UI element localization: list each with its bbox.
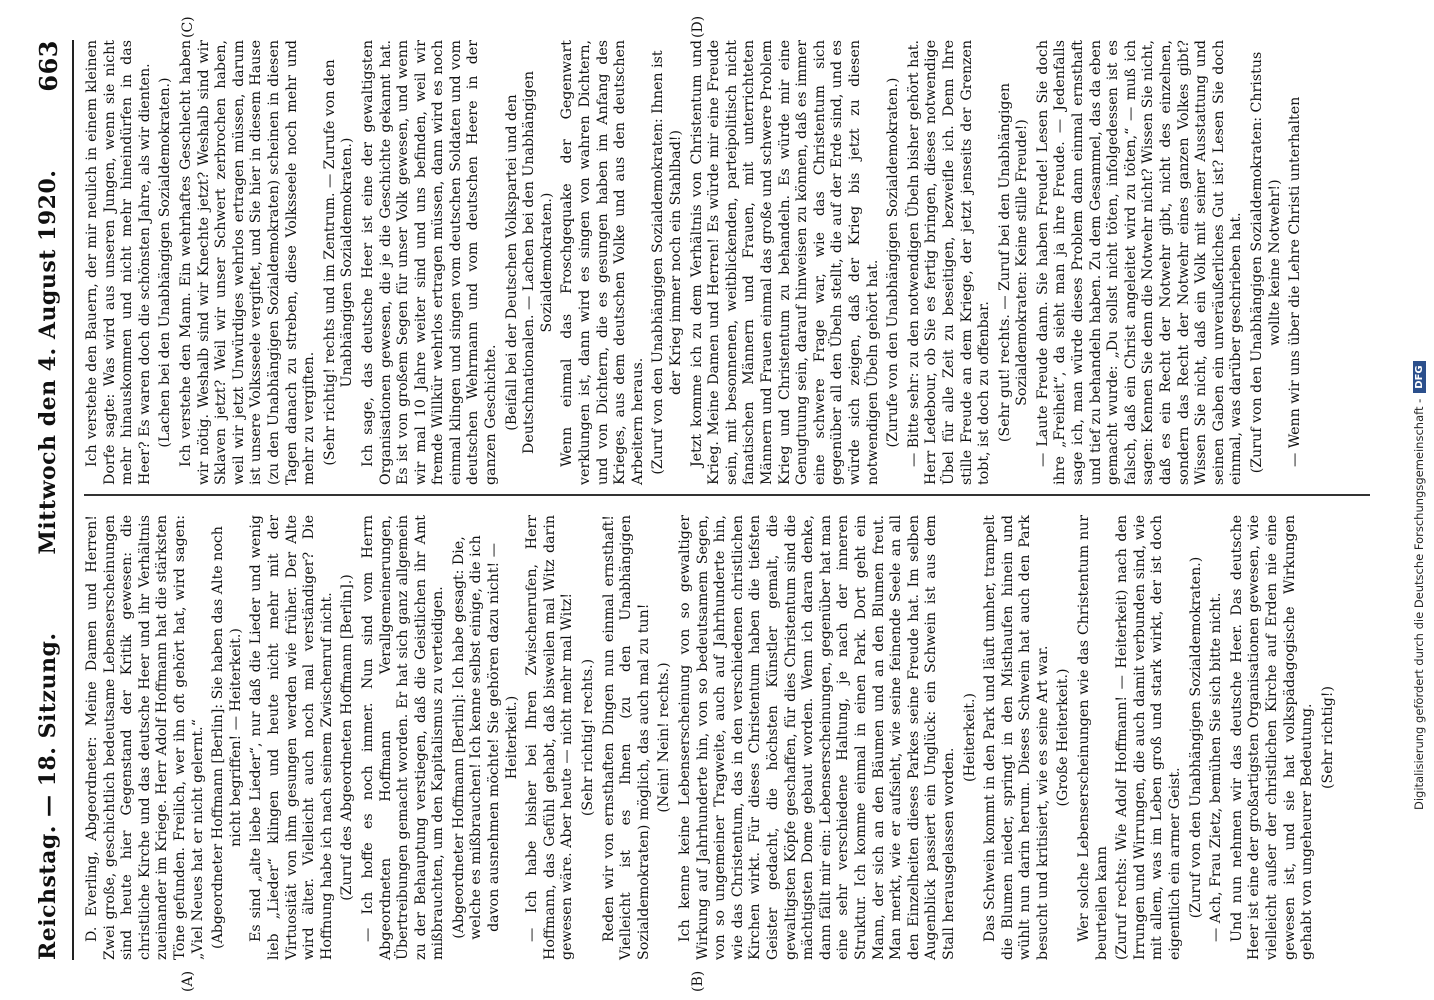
funding-text: Digitalisierung gefördert durch die Deutsche Forschungsgemeinschaft - (1412, 398, 1426, 810)
margin-marker-d: (D) (690, 15, 706, 38)
interjection: (Abgeordneter Hoffmann [Berlin]: Sie haben das Alte noch nicht begriffen! — Heiterkeit.) (210, 526, 244, 949)
page-number: 663 (33, 40, 63, 92)
interjection: (Sehr richtig! rechts.) (580, 658, 597, 817)
interjection: (Sehr richtig!) (1319, 685, 1336, 790)
paragraph: Ich sage, das deutsche Heer ist eine der gewaltigsten Organisationen gewesen, die je die Geschichte gekannt hat. Es ist von großem Segen für unser Volk gewesen, und wenn wir mal 10 Jahre weiter sind und uns befinden, weil wir fremde Willkür wehrlos ertragen müssen, dann wird es noch einmal klingen und singen vom deutschen Soldaten und vom deutschen Wehrmann und vom deutschen Heere in der ganzen Geschichte. (359, 40, 500, 485)
margin-marker-a: (A) (180, 970, 196, 992)
paragraph: Ich verstehe den Mann. Ein wehrhaftes Geschlecht haben wir nötig. Weshalb sind wir Knechte jetzt? Weshalb sind wir Sklaven jetzt? Weil wir unser Schwert zerbrochen haben, weil wir jetzt Unwürdiges wehrlos ertragen müssen, darum ist unsere Volksseele vergiftet, und Sie hier in diesem Hause (zu den Unabhängigen Sozialdemokraten) scheinen in diesen Tagen danach zu streben, diese Volksseele noch mehr und mehr zu vergiften. (177, 40, 318, 485)
dfg-logo: DFG (1413, 361, 1426, 392)
header-left: Reichstag. — 18. Sitzung. (35, 632, 61, 960)
right-column (84, 40, 1370, 485)
funding-sidebar (1404, 0, 1434, 1000)
paragraph: — Laute Freude dann. Sie haben Freude! Lesen Sie doch ihre „Freiheit“, da sieht man ja ihre Freude. — Jedenfalls sage ich, man würde dieses Problem dann einmal ernsthaft und tief zu behandeln haben. Zu dem Gesammel, das da eben gemacht wurde: „Du sollst nicht töten, infolgedessen ist es falsch, daß ein Christ angeleitet wird zu töten,“ — muß ich sagen: Kennen Sie denn die Notwehr nicht? Wissen Sie nicht, daß es ein Recht der Notwehr gibt, nicht des einzelnen, sondern das Recht der Notwehr eines ganzen Volkes gibt? Wissen Sie nicht, daß ein Volk mit seiner Ausstattung und seinen Gaben ein unveräußerliches Gut ist? Lesen Sie doch einmal, was darüber geschrieben hat. (1034, 40, 1245, 485)
page-header (28, 40, 68, 960)
interjection: (Zurufe von den Unabhängigen Sozialdemokraten.) (885, 77, 902, 448)
interjection: (Sehr richtig! rechts und im Zentrum. — Zurufe von den Unabhängigen Sozialdemokraten.) (321, 59, 356, 466)
interjection: (Große Heiterkeit.) (1055, 668, 1072, 807)
column-divider (84, 495, 1370, 497)
interjection: (Lachen bei den Unabhängigen Sozialdemokraten.) (157, 77, 174, 448)
paragraph: Ich kenne keine Lebenserscheinung von so gewaltiger Wirkung auf Jahrhunderte hin, von so bedeutsamem Segen, von so ungemeiner Tragweite, auch auf Jahrhunderte hin, wie das Christentum, das in den verschiedenen christlichen Kirchen wirkt. Für dieses Christentum haben die tiefsten Geister gedacht, die höchsten Künstler gemalt, die gewaltigsten Köpfe geschaffen, für dies Christentum sind die mächtigsten Dome gebaut worden. Wenn ich daran denke, dann fällt mir ein: Lebenserscheinungen, gegenüber hat man eine sehr verschiedene Haltung, je nach der inneren Struktur. Ich komme einmal in einen Park. Dort geht ein Mann, der sich an den Bäumen und an den Blumen freut. Man merkt, wie er aufsieht, wie seine feinende Seele an all den Einzelheiten dieses Parkes seine Freude hat. Im selben Augenblick passiert ein Unglück: ein Schwein ist aus dem Stall herausgelassen worden. (677, 515, 957, 960)
interjection: (Nein! Nein! rechts.) (656, 662, 673, 813)
columns (84, 40, 1370, 960)
interjection: (Zuruf von den Unabhängigen Sozialdemokraten: Christus wollte keine Notwehr!) (1249, 51, 1283, 474)
paragraph: — Ach, Frau Zietz, bemühen Sie sich bitte nicht. (1208, 592, 1225, 942)
interjection: (Zuruf von den Unabhängigen Sozialdemokraten.) (1187, 556, 1204, 919)
paragraph: (Zuruf rechts: Wie Adolf Hoffmann! — Heiterkeit) nach den Irrungen und Wirrungen, die auch damit verbunden sind, wie mit allem, was im Leben groß und stark wirkt, der ist doch eigentlich ein armer Geist. (1114, 515, 1184, 960)
funding-note (1404, 0, 1434, 1000)
paragraph: — Wenn wir uns über die Lehre Christi unterhalten (1287, 96, 1304, 467)
paragraph: Reden wir von ernsthaften Dingen nun einmal ernsthaft! Vielleicht ist es Ihnen (zu den Unabhängigen Sozialdemokraten) möglich, das auch mal zu tun! (600, 515, 652, 960)
left-column (84, 515, 1370, 960)
margin-marker-b: (B) (690, 970, 706, 992)
paragraph: Ich verstehe den Bauern, der mir neulich in einem kleinen Dorfe sagte: Was wird aus unseren Jungen, wenn sie nicht mehr hinauskommen und nicht mehr hineindürfen in das Heer? Es waren doch die schönsten Jahre, als wir dienten. (84, 40, 153, 485)
interjection: (Sehr gut! rechts. — Zuruf bei den Unabhängigen Sozialdemokraten: Keine stille Freude!) (996, 82, 1031, 443)
header-center: Mittwoch den 4. August 1920. (35, 169, 61, 555)
paragraph: Und nun nehmen wir das deutsche Heer. Das deutsche Heer ist eine der großartigsten Organisationen gewesen, wie vielleicht außer der christlichen Kirche auf Erden nie eine gewesen ist, und sie hat volkspädagogische Wirkungen gehabt von ungeheurer Bedeutung. (1228, 515, 1316, 960)
paragraph: Das Schwein kommt in den Park und läuft umher, trampelt die Blumen nieder, springt in den Misthaufen hinein und wühlt nun darin herum. Dieses Schwein hat auch den Park besucht und kritisiert, wie es seine Art war. (982, 515, 1051, 960)
paragraph: Wer solche Lebenserscheinungen wie das Christentum nur beurteilen kann (1076, 515, 1110, 960)
interjection: (Zuruf des Abgeordneten Hoffmann [Berlin].) (339, 574, 356, 901)
header-rule (72, 40, 74, 960)
paragraph: Es sind „alte liebe Lieder“, nur daß die Lieder und wenig lieb „Lieder“ klingen und heute nicht mehr mit der Virtuosität von ihm gesungen werden wie früher. Der Alte wird älter. Vielleicht auch noch mal verständiger? Die Hoffnung habe ich nach seinem Zwischenruf nicht. (248, 515, 335, 960)
interjection: (Abgeordneter Hoffmann [Berlin]: Ich habe gesagt: Die, welche es mißbrauchen! Ich kenne selbst einige, die ich davon ausnehmen möchte! Sie gehören dazu nicht! — Heiterkeit.) (450, 535, 520, 940)
paragraph: D. Everling, Abgeordneter: Meine Damen und Herren! Zwei große, geschichtlich bedeutsame Lebenserscheinungen sind heute hier Gegenstand der Kritik gewesen: die christliche Kirche und das deutsche Heer und ihr Verhältnis zueinander im Kriege. Herr Adolf Hoffmann hat die stärksten Töne gefunden. Freilich, wer ihn oft gehört hat, wird sagen: „Viel Neues hat er nicht gelernt.“ (84, 515, 206, 960)
interjection: (Zuruf von den Unabhängigen Sozialdemokraten: Ihnen ist der Krieg immer noch ein Stahlbad!) (650, 50, 684, 475)
interjection: (Beifall bei der Deutschen Volkspartei und den Deutschnationalen. — Lachen bei den Unabhängigen Sozialdemokraten.) (503, 71, 555, 454)
paragraph: Wenn einmal das Froschgequake der Gegenwart verklungen ist, dann wird es singen von wahren Dichtern, und von Dichtern, die es gesungen haben im Anfang des Krieges, aus dem deutschen Volke und aus den deutschen Arbeitern heraus. (559, 40, 646, 485)
paragraph: Jetzt komme ich zu dem Verhältnis von Christentum und Krieg. Meine Damen und Herren! Es würde mir eine Freude sein, mit besonnenen, weitblickenden, parteipolitisch nicht fanatischen Männern und Frauen, mit unterrichteten Männern und Frauen einmal das große und schwere Problem Krieg und Christentum zu behandeln. Es würde mir eine Genugtuung sein, darauf hinweisen zu können, daß es immer eine schwere Frage war, wie das Christentum sich gegenüber all den Übeln stellt, die auf der Erde sind, und es würde sich zeigen, daß der Krieg bis jetzt zu diesen notwendigen Übeln gehört hat. (688, 40, 881, 485)
paragraph: — Ich habe bisher bei Ihren Zwischenrufen, Herr Hoffmann, das Gefühl gehabt, daß bisweilen mal Witz darin gewesen wäre. Aber heute — nicht mehr mal Witz! (524, 515, 576, 960)
interjection: (Heiterkeit.) (961, 693, 978, 782)
paragraph: — Ich hoffe es noch immer. Nun sind vom Herrn Abgeordneten Hoffmann Verallgemeinerungen, Übertreibungen gemacht worden. Er hat sich ganz allgemein zu der Behauptung verstiegen, daß die Geistlichen ihr Amt mißbrauchten, um den Kapitalismus zu verteidigen. (359, 515, 447, 960)
paragraph: — Bitte sehr: zu den notwendigen Übeln bisher gehört hat. Herr Ledebour, ob Sie es fertig bringen, dieses notwendige Übel für alle Zeit zu beseitigen, bezweifle ich. Denn Ihre stille Freude an dem Kriege, der jetzt jenseits der Grenzen tobt, ist doch zu offenbar. (905, 40, 993, 485)
margin-marker-c: (C) (180, 16, 196, 38)
